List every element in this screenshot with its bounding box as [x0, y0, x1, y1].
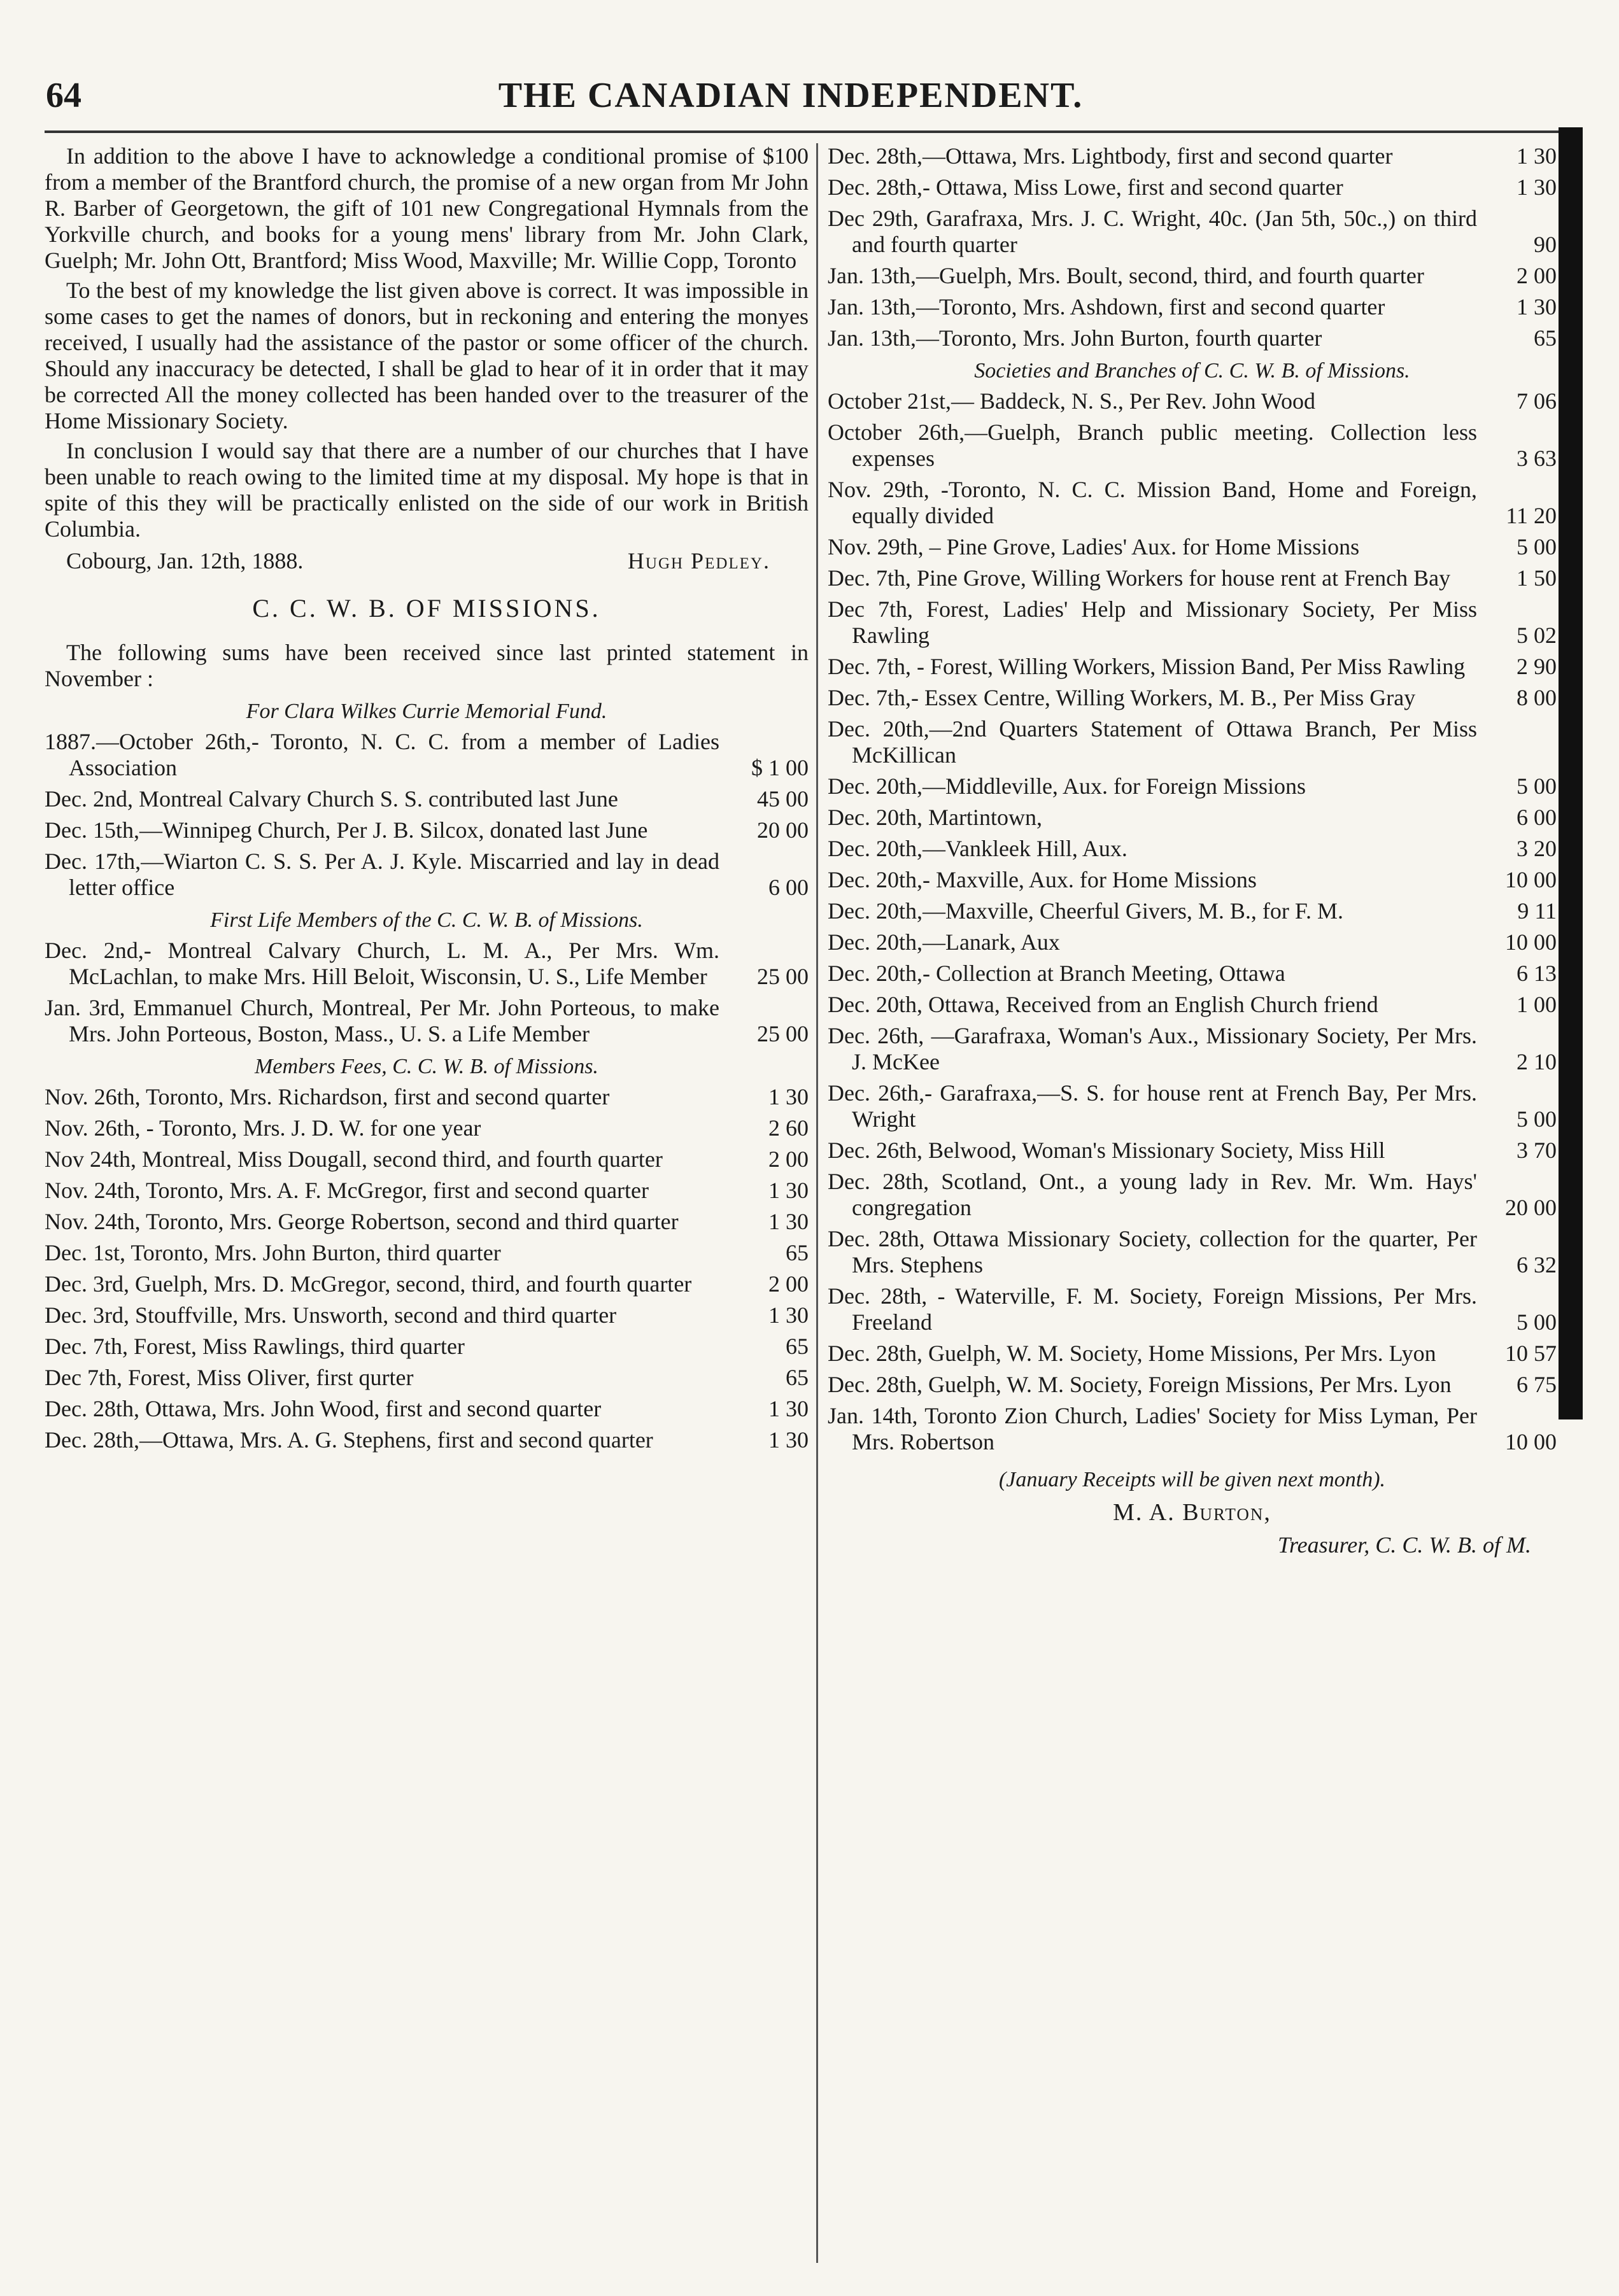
receipt-amount: 2 90 — [1516, 654, 1557, 679]
receipt-entry — [828, 1226, 1557, 1278]
receipt-amount: 2 00 — [768, 1146, 809, 1172]
receipt-entry — [45, 1209, 809, 1235]
receipt-amount: 65 — [786, 1240, 809, 1265]
receipt-description: Dec. 17th,—Wiarton C. S. S. Per A. J. Kyle. Miscarried and lay in dead letter office — [45, 849, 719, 900]
receipt-entry — [828, 836, 1557, 862]
receipt-entry — [45, 1084, 809, 1110]
receipt-amount: 11 20 — [1506, 503, 1557, 528]
receipt-entry — [828, 1341, 1557, 1367]
receipt-description: Dec. 20th, Martintown, — [828, 805, 1042, 830]
footnote: (January Receipts will be given next month). — [998, 1468, 1386, 1491]
receipt-entry — [828, 477, 1557, 529]
receipt-entry — [828, 596, 1557, 649]
receipt-entry — [828, 773, 1557, 799]
receipt-amount: $ 1 00 — [751, 755, 809, 780]
receipt-amount: 10 00 — [1505, 929, 1557, 955]
receipt-amount: 2 00 — [768, 1271, 809, 1297]
letter-signoff — [45, 546, 809, 575]
receipt-description: Dec. 7th, Forest, Miss Rawlings, third quarter — [45, 1334, 465, 1359]
receipt-amount: 2 00 — [1516, 263, 1557, 288]
receipt-entry — [828, 1169, 1557, 1221]
receipt-entry — [828, 206, 1557, 258]
receipt-entry — [828, 174, 1557, 201]
receipt-entry — [45, 1178, 809, 1204]
receipt-group-heading: First Life Members of the C. C. W. B. of Missions. — [210, 908, 643, 932]
section-intro: The following sums have been received since last printed statement in November : — [45, 640, 809, 691]
receipt-description: Dec. 7th,- Essex Centre, Willing Workers, M. B., Per Miss Gray — [828, 685, 1416, 710]
receipt-entry — [828, 263, 1557, 289]
receipt-description: Dec. 2nd,- Montreal Calvary Church, L. M. A., Per Mrs. Wm. McLachlan, to make Mrs. Hill Beloit, Wisconsin, U. S., Life Member — [45, 938, 719, 989]
receipt-amount: 90 — [1534, 232, 1557, 257]
intro-paragraph: In addition to the above I have to acknowledge a conditional promise of $100 from a member of the Brantford church, the promise of a new organ from Mr John R. Barber of Georgetown, the gift of 101 new Congregational Hymnals from the Yorkville church, and books for a young mens' library from Mr. John Clark, Guelph; Mr. John Ott, Brantford; Miss Wood, Maxville; Mr. Willie Copp, Toronto — [45, 143, 809, 273]
receipt-entry — [828, 294, 1557, 320]
receipt-amount: 25 00 — [757, 1021, 809, 1046]
receipt-description: Dec. 28th, Ottawa, Mrs. John Wood, first and second quarter — [45, 1396, 602, 1421]
left-receipt-groups — [45, 697, 809, 1453]
receipt-entry — [828, 1137, 1557, 1164]
receipt-description: Dec. 20th,—Middleville, Aux. for Foreign Missions — [828, 773, 1306, 799]
receipt-amount: 10 57 — [1505, 1341, 1557, 1366]
receipt-description: Dec. 7th, - Forest, Willing Workers, Mission Band, Per Miss Rawling — [828, 654, 1466, 679]
receipt-entry — [828, 867, 1557, 893]
receipt-amount: 1 30 — [768, 1302, 809, 1328]
intro-paragraph: In conclusion I would say that there are a number of our churches that I have been unable to reach owing to the limited time at my disposal. My hope is that in spite of this they will be practically enlisted on the side of our work in British Columbia. — [45, 438, 809, 542]
receipt-description: Dec. 20th, Ottawa, Received from an English Church friend — [828, 992, 1378, 1017]
receipt-group-heading: Societies and Branches of C. C. W. B. of Missions. — [974, 359, 1410, 383]
receipt-description: Dec. 28th,—Ottawa, Mrs. A. G. Stephens, first and second quarter — [45, 1427, 653, 1453]
right-receipt-groups — [828, 143, 1557, 1455]
intro-letter — [45, 143, 809, 575]
page-header — [46, 75, 1536, 120]
receipt-amount: 3 70 — [1516, 1137, 1557, 1163]
receipt-description: Dec. 2nd, Montreal Calvary Church S. S. contributed last June — [45, 786, 618, 812]
receipt-amount: 5 00 — [1516, 534, 1557, 560]
receipt-amount: 10 00 — [1505, 867, 1557, 892]
receipt-entry — [828, 716, 1557, 768]
receipt-amount: 1 30 — [1516, 174, 1557, 200]
receipt-description: Nov 24th, Montreal, Miss Dougall, second third, and fourth quarter — [45, 1146, 663, 1172]
receipt-description: Nov. 26th, Toronto, Mrs. Richardson, first and second quarter — [45, 1084, 610, 1109]
receipt-entry — [45, 1427, 809, 1453]
receipt-amount: 5 00 — [1516, 1106, 1557, 1132]
receipt-description: Jan. 13th,—Toronto, Mrs. John Burton, fourth quarter — [828, 325, 1322, 351]
place-date: Cobourg, Jan. 12th, 1888. — [66, 548, 304, 574]
header-rule — [45, 130, 1560, 133]
receipt-amount: 1 30 — [1516, 294, 1557, 320]
treasurer-title: Treasurer, C. C. W. B. of M. — [1277, 1532, 1531, 1558]
receipt-amount: 2 10 — [1516, 1049, 1557, 1074]
receipt-entry — [45, 1334, 809, 1360]
receipt-entry — [45, 817, 809, 843]
receipt-description: Dec. 15th,—Winnipeg Church, Per J. B. Silcox, donated last June — [45, 817, 648, 843]
receipt-description: Dec. 28th, Scotland, Ont., a young lady in Rev. Mr. Wm. Hays' congregation — [828, 1169, 1477, 1220]
receipt-description: Dec. 26th, Belwood, Woman's Missionary Society, Miss Hill — [828, 1137, 1385, 1163]
receipt-amount: 5 02 — [1516, 623, 1557, 648]
receipt-amount: 1 30 — [768, 1178, 809, 1203]
receipt-description: Jan. 13th,—Guelph, Mrs. Boult, second, third, and fourth quarter — [828, 263, 1424, 288]
receipt-amount: 1 30 — [768, 1427, 809, 1453]
receipt-entry — [828, 1403, 1557, 1455]
receipt-entry — [45, 1271, 809, 1297]
receipt-amount: 1 30 — [768, 1396, 809, 1421]
receipt-description: Dec. 26th, —Garafraxa, Woman's Aux., Missionary Society, Per Mrs. J. McKee — [828, 1023, 1477, 1074]
receipt-amount: 25 00 — [757, 964, 809, 989]
receipt-description: Dec. 7th, Pine Grove, Willing Workers for house rent at French Bay — [828, 565, 1451, 591]
left-column — [45, 143, 809, 1458]
receipt-entry — [828, 961, 1557, 987]
receipt-entry — [45, 1396, 809, 1422]
receipt-description: Dec. 20th,—Maxville, Cheerful Givers, M. B., for F. M. — [828, 898, 1343, 924]
page-number: 64 — [46, 76, 81, 115]
receipt-amount: 10 00 — [1505, 1429, 1557, 1454]
receipt-entry — [828, 898, 1557, 924]
receipt-description: Dec. 20th,—Lanark, Aux — [828, 929, 1060, 955]
letter-author: Hugh Pedley. — [627, 548, 770, 574]
receipt-entry — [828, 1080, 1557, 1132]
receipt-description: Dec. 28th, Guelph, W. M. Society, Home Missions, Per Mrs. Lyon — [828, 1341, 1436, 1366]
receipt-entry — [828, 929, 1557, 955]
receipt-description: Nov. 29th, – Pine Grove, Ladies' Aux. for Home Missions — [828, 534, 1360, 560]
receipt-entry — [828, 992, 1557, 1018]
receipt-entry — [45, 1146, 809, 1173]
receipt-entry — [45, 786, 809, 812]
receipt-description: 1887.—October 26th,- Toronto, N. C. C. from a member of Ladies Association — [45, 729, 719, 780]
receipt-entry — [45, 1302, 809, 1328]
receipt-description: Dec. 28th,- Ottawa, Miss Lowe, first and second quarter — [828, 174, 1343, 200]
receipt-amount: 65 — [786, 1334, 809, 1359]
receipt-entry — [828, 388, 1557, 414]
receipt-amount: 1 00 — [1516, 992, 1557, 1017]
receipt-group-heading: Members Fees, C. C. W. B. of Missions. — [255, 1055, 598, 1078]
receipt-amount: 1 30 — [768, 1084, 809, 1109]
receipt-description: Dec. 3rd, Guelph, Mrs. D. McGregor, second, third, and fourth quarter — [45, 1271, 692, 1297]
receipt-amount: 1 50 — [1516, 565, 1557, 591]
receipt-amount: 8 00 — [1516, 685, 1557, 710]
receipt-amount: 5 00 — [1516, 773, 1557, 799]
receipt-description: Nov. 24th, Toronto, Mrs. A. F. McGregor, first and second quarter — [45, 1178, 649, 1203]
receipt-entry — [828, 654, 1557, 680]
receipt-description: Nov. 29th, -Toronto, N. C. C. Mission Band, Home and Foreign, equally divided — [828, 477, 1477, 528]
receipt-amount: 6 00 — [768, 875, 809, 900]
receipt-amount: 6 00 — [1516, 805, 1557, 830]
receipt-description: Jan. 14th, Toronto Zion Church, Ladies' Society for Miss Lyman, Per Mrs. Robertson — [828, 1403, 1477, 1454]
receipt-amount: 2 60 — [768, 1115, 809, 1141]
receipt-entry — [828, 419, 1557, 472]
receipt-amount: 20 00 — [1505, 1195, 1557, 1220]
receipt-description: Nov. 24th, Toronto, Mrs. George Robertson, second and third quarter — [45, 1209, 679, 1234]
section-title: C. C. W. B. OF MISSIONS. — [252, 594, 601, 623]
receipt-description: Dec. 26th,- Garafraxa,—S. S. for house rent at French Bay, Per Mrs. Wright — [828, 1080, 1477, 1132]
receipt-description: Dec. 20th,- Maxville, Aux. for Home Missions — [828, 867, 1257, 892]
scan-edge-shadow — [1559, 127, 1583, 1419]
receipt-amount: 6 32 — [1516, 1252, 1557, 1278]
receipt-entry — [828, 534, 1557, 560]
receipt-description: Dec. 28th, - Waterville, F. M. Society, Foreign Missions, Per Mrs. Freeland — [828, 1283, 1477, 1335]
receipt-entry — [828, 1283, 1557, 1335]
receipt-description: Dec. 3rd, Stouffville, Mrs. Unsworth, second and third quarter — [45, 1302, 617, 1328]
receipt-description: Dec. 20th,—Vankleek Hill, Aux. — [828, 836, 1128, 861]
receipt-entry — [45, 729, 809, 781]
receipt-entry — [828, 143, 1557, 169]
receipt-description: Dec 7th, Forest, Miss Oliver, first qurter — [45, 1365, 414, 1390]
receipt-amount: 1 30 — [768, 1209, 809, 1234]
receipt-amount: 1 30 — [1516, 143, 1557, 169]
receipt-description: Jan. 13th,—Toronto, Mrs. Ashdown, first and second quarter — [828, 294, 1385, 320]
receipt-amount: 3 20 — [1516, 836, 1557, 861]
receipt-description: Nov. 26th, - Toronto, Mrs. J. D. W. for one year — [45, 1115, 481, 1141]
receipt-amount: 9 11 — [1517, 898, 1557, 924]
receipt-amount: 6 13 — [1516, 961, 1557, 986]
receipt-description: Jan. 3rd, Emmanuel Church, Montreal, Per Mr. John Porteous, to make Mrs. John Porteous, Boston, Mass., U. S. a Life Member — [45, 995, 719, 1046]
receipt-amount: 5 00 — [1516, 1309, 1557, 1335]
receipt-description: October 26th,—Guelph, Branch public meeting. Collection less expenses — [828, 419, 1477, 471]
receipt-entry — [828, 685, 1557, 711]
receipt-entry — [828, 325, 1557, 351]
receipt-entry — [828, 565, 1557, 591]
receipt-description: Dec. 28th,—Ottawa, Mrs. Lightbody, first and second quarter — [828, 143, 1393, 169]
receipt-description: Dec 29th, Garafraxa, Mrs. J. C. Wright, 40c. (Jan 5th, 50c.,) on third and fourth quarter — [828, 206, 1477, 257]
treasurer-signature: M. A. Burton, — [1113, 1499, 1271, 1526]
masthead: THE CANADIAN INDEPENDENT. — [498, 76, 1084, 115]
receipt-entry — [828, 1372, 1557, 1398]
receipt-entry — [45, 849, 809, 901]
receipt-amount: 45 00 — [757, 786, 809, 812]
receipt-description: October 21st,— Baddeck, N. S., Per Rev. John Wood — [828, 388, 1316, 414]
receipt-entry — [45, 1240, 809, 1266]
receipt-entry — [45, 995, 809, 1047]
receipt-entry — [828, 805, 1557, 831]
column-divider — [816, 143, 818, 2263]
receipt-entry — [45, 938, 809, 990]
right-column — [828, 143, 1557, 1558]
receipt-description: Dec 7th, Forest, Ladies' Help and Missionary Society, Per Miss Rawling — [828, 596, 1477, 648]
receipt-description: Dec. 20th,- Collection at Branch Meeting, Ottawa — [828, 961, 1285, 986]
receipt-group-heading: For Clara Wilkes Currie Memorial Fund. — [246, 700, 607, 723]
receipt-entry — [45, 1365, 809, 1391]
intro-paragraph: To the best of my knowledge the list given above is correct. It was impossible in some cases to get the names of donors, but in reckoning and entering the monyes received, I usually had the assistance of the pastor or some officer of the church. Should any inaccuracy be detected, I shall be glad to hear of it in order that it may be corrected All the money collected has been handed over to the treasurer of the Home Missionary Society. — [45, 278, 809, 433]
receipt-amount: 6 75 — [1516, 1372, 1557, 1397]
receipt-amount: 3 63 — [1516, 446, 1557, 471]
receipt-amount: 20 00 — [757, 817, 809, 843]
receipt-description: Dec. 1st, Toronto, Mrs. John Burton, third quarter — [45, 1240, 501, 1265]
receipt-amount: 7 06 — [1516, 388, 1557, 414]
receipt-entry — [828, 1023, 1557, 1075]
receipt-amount: 65 — [1534, 325, 1557, 351]
receipt-entry — [45, 1115, 809, 1141]
receipt-description: Dec. 20th,—2nd Quarters Statement of Ottawa Branch, Per Miss McKillican — [828, 716, 1477, 768]
receipt-description: Dec. 28th, Guelph, W. M. Society, Foreign Missions, Per Mrs. Lyon — [828, 1372, 1452, 1397]
receipt-description: Dec. 28th, Ottawa Missionary Society, collection for the quarter, Per Mrs. Stephens — [828, 1226, 1477, 1278]
receipt-amount: 65 — [786, 1365, 809, 1390]
